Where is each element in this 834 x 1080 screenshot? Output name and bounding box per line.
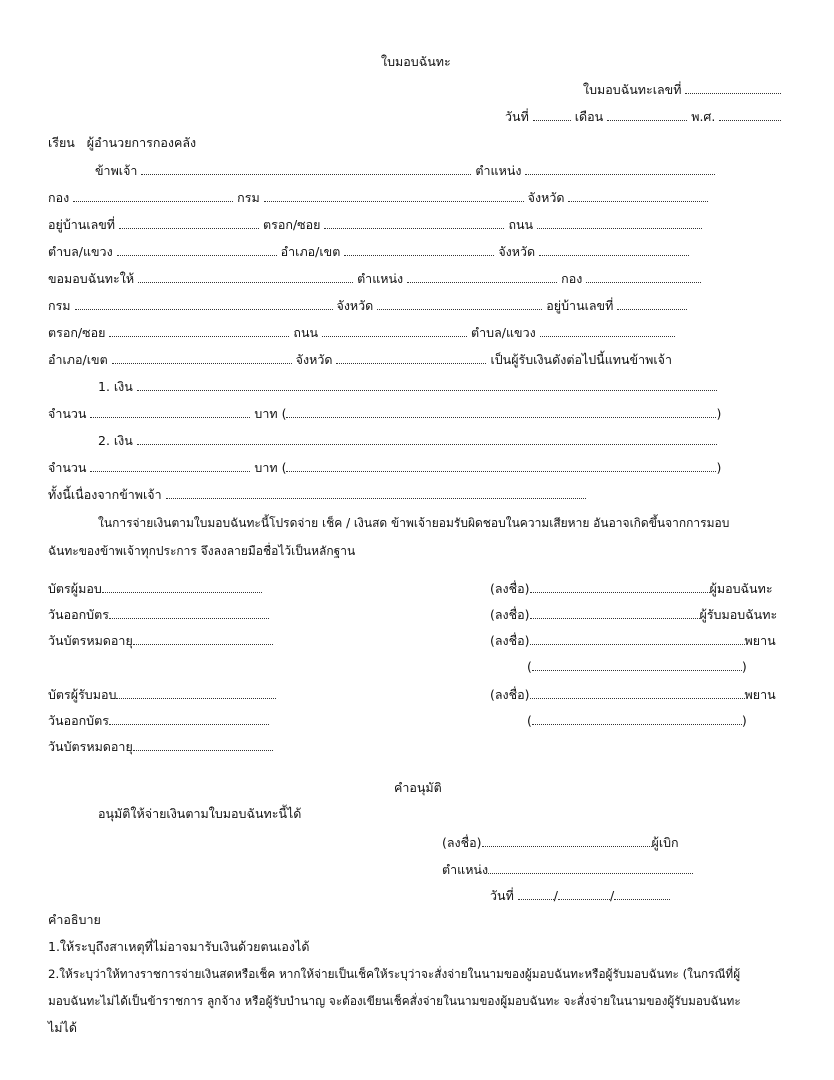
card-grantor-field[interactable] (102, 580, 262, 593)
issue-date-line (48, 606, 269, 623)
approval-year-field[interactable] (614, 887, 670, 900)
receiver-house-no-field[interactable] (617, 297, 687, 310)
receiver-division-field[interactable] (586, 270, 701, 283)
approval-sign-label: (ลงชื่อ) (442, 835, 482, 850)
grantor-lane-field[interactable] (324, 216, 504, 229)
notes-heading: คำอธิบาย (48, 912, 101, 927)
approval-heading: คำอนุมัติ (394, 780, 442, 795)
lane-label: ตรอก/ซอย (48, 325, 106, 340)
baht-label: บาท ( (254, 406, 287, 421)
date-year-field[interactable] (719, 108, 781, 121)
grantor-org-line (48, 189, 708, 206)
witness1-sign-line (490, 632, 776, 649)
receiver-position-field[interactable] (407, 270, 557, 283)
position-label: ตำแหน่ง (357, 271, 404, 286)
item1-line (98, 378, 717, 395)
road-label: ถนน (293, 325, 319, 340)
amount-label: จำนวน (48, 406, 87, 421)
witness-label: พยาน (744, 687, 776, 702)
slash: / (553, 888, 559, 903)
item2-label: 2. เงิน (98, 433, 133, 448)
approval-date-line (490, 887, 670, 904)
item1-label: 1. เงิน (98, 379, 133, 394)
slash: / (610, 888, 615, 903)
sign-label: (ลงชื่อ) (490, 581, 530, 596)
date-month-label: เดือน (574, 109, 604, 124)
issue-date2-field[interactable] (109, 712, 269, 725)
witness2-sign-line (490, 686, 776, 703)
issue-date-label: วันออกบัตร (48, 607, 109, 622)
note-2c: ไม่ได้ (48, 1020, 77, 1035)
baht-label: บาท ( (254, 460, 287, 475)
grantor-sign-line (490, 580, 773, 597)
close-paren: ) (741, 659, 747, 674)
province-label: จังหวัด (527, 190, 565, 205)
department-label: กรม (48, 298, 71, 313)
amount1-field[interactable] (90, 405, 250, 418)
close-paren: ) (716, 460, 722, 475)
payer-label: ผู้เบิก (651, 835, 679, 850)
approval-position-line (442, 861, 693, 878)
to-value: ผู้อำนวยการกองคลัง (86, 135, 197, 150)
para2: ฉันทะของข้าพเจ้าทุกประการ จึงลงลายมือชื่อไว้เป็นหลักฐาน (48, 544, 356, 558)
receiver-suffix: เป็นผู้รับเงินดังต่อไปนี้แทนข้าพเจ้า (490, 352, 672, 367)
card-receiver-field[interactable] (116, 686, 276, 699)
date-year-label: พ.ศ. (691, 109, 716, 124)
sign-label: (ลงชื่อ) (490, 687, 530, 702)
house-no-label: อยู่บ้านเลขที่ (48, 217, 116, 232)
note-1: 1.ให้ระบุถึงสาเหตุที่ไม่อาจมารับเงินด้วยตนเองได้ (48, 939, 310, 954)
receiver-line (48, 270, 701, 287)
expiry-date2-line (48, 738, 273, 755)
grantor-road-field[interactable] (537, 216, 702, 229)
i-label: ข้าพเจ้า (95, 163, 138, 178)
receiver-department-field[interactable] (75, 297, 333, 310)
form-number-field[interactable] (685, 81, 781, 94)
receiver-label: ผู้รับมอบฉันทะ (699, 607, 778, 622)
item2-line (98, 432, 717, 449)
receiver-sign-field[interactable] (530, 606, 700, 619)
reason-label: ทั้งนี้เนื่องจากข้าพเจ้า (48, 487, 162, 502)
receiver-lane-field[interactable] (109, 324, 289, 337)
receiver-subdistrict-field[interactable] (540, 324, 675, 337)
grantor-name-line (95, 162, 715, 179)
subdistrict-label: ตำบล/แขวง (48, 244, 113, 259)
witness2-name-line (527, 712, 747, 729)
issue-date2-line (48, 712, 269, 729)
subdistrict-label: ตำบล/แขวง (471, 325, 536, 340)
to-label: เรียน (48, 135, 75, 150)
card-grantor-line (48, 580, 262, 597)
receiver-address-line (48, 324, 675, 341)
grantor-label: ผู้มอบฉันทะ (709, 581, 773, 596)
item1-field[interactable] (137, 378, 717, 391)
division-label: กอง (561, 271, 583, 286)
grantor-sign-field[interactable] (530, 580, 710, 593)
receiver-district-line (48, 351, 672, 368)
note-2a: 2.ให้ระบุว่าให้ทางราชการจ่ายเงินสดหรือเช็ค หากให้จ่ายเป็นเช็คให้ระบุว่าจะสั่งจ่ายในนามของผู้มอบฉันทะหรือผู้รับมอบฉันทะ (ในกรณีที่ผู้ (48, 967, 741, 981)
open-paren: ( (527, 713, 532, 728)
grantor-province2-field[interactable] (539, 243, 689, 256)
witness1-sign-field[interactable] (530, 632, 745, 645)
receiver-sign-line (490, 606, 777, 623)
approval-sign-field[interactable] (482, 834, 652, 847)
issue-date-label: วันออกบัตร (48, 713, 109, 728)
grantor-province-field[interactable] (568, 189, 708, 202)
witness1-name-field[interactable] (532, 658, 742, 671)
witness2-name-field[interactable] (532, 712, 742, 725)
witness-label: พยาน (744, 633, 776, 648)
position-label: ตำแหน่ง (475, 163, 522, 178)
date-day-field[interactable] (533, 108, 571, 121)
road-label: ถนน (508, 217, 534, 232)
amount2-line (48, 459, 721, 476)
form-title: ใบมอบฉันทะ (381, 54, 451, 69)
department-label: กรม (237, 190, 260, 205)
amount2-field[interactable] (90, 459, 250, 472)
reason-field[interactable] (166, 486, 586, 499)
approval-date-label: วันที่ (490, 888, 514, 903)
district-label: อำเภอ/เขต (48, 352, 108, 367)
form-number-line (583, 81, 781, 98)
approval-text: อนุมัติให้จ่ายเงินตามใบมอบฉันทะนี้ได้ (98, 806, 302, 821)
grantor-position-field[interactable] (525, 162, 715, 175)
approval-day-field[interactable] (518, 887, 554, 900)
approval-month-field[interactable] (558, 887, 610, 900)
grantor-division-field[interactable] (73, 189, 233, 202)
authorize-to-label: ขอมอบฉันทะให้ (48, 271, 135, 286)
witness2-sign-field[interactable] (530, 686, 745, 699)
grantor-name-field[interactable] (141, 162, 471, 175)
note-2b: มอบฉันทะไม่ได้เป็นข้าราชการ ลูกจ้าง หรือผู้รับบำนาญ จะต้องเขียนเช็คสั่งจ่ายในนามของผู้มอบฉันทะ จะสั่งจ่ายในนามของผู้รับมอบฉันทะ (48, 994, 741, 1008)
expiry-date2-field[interactable] (133, 738, 273, 751)
expiry-date-field[interactable] (133, 632, 273, 645)
receiver-district-field[interactable] (112, 351, 292, 364)
receiver-province-field[interactable] (377, 297, 542, 310)
amount1-words-field[interactable] (286, 405, 716, 418)
division-label: กอง (48, 190, 70, 205)
province-label: จังหวัด (498, 244, 536, 259)
witness1-name-line (527, 658, 747, 675)
grantor-district-field[interactable] (344, 243, 494, 256)
receiver-name-field[interactable] (138, 270, 353, 283)
reason-line (48, 486, 586, 503)
date-month-field[interactable] (607, 108, 687, 121)
open-paren: ( (527, 659, 532, 674)
para1: ในการจ่ายเงินตามใบมอบฉันทะนี้โปรดจ่าย เช็ค / เงินสด ข้าพเจ้ายอมรับผิดชอบในความเสียหาย อันอาจเกิดขึ้นจากการมอบ (98, 516, 730, 530)
sign-label: (ลงชื่อ) (490, 607, 530, 622)
receiver-province-field2[interactable] (336, 351, 486, 364)
issue-date-field[interactable] (109, 606, 269, 619)
expiry-date-label: วันบัตรหมดอายุ (48, 739, 133, 754)
approval-sign-line (442, 834, 679, 851)
lane-label: ตรอก/ซอย (263, 217, 321, 232)
item2-field[interactable] (137, 432, 717, 445)
expiry-date-label: วันบัตรหมดอายุ (48, 633, 133, 648)
district-label: อำเภอ/เขต (280, 244, 341, 259)
grantor-subdistrict-field[interactable] (117, 243, 277, 256)
to-line (48, 135, 196, 151)
province-label: จังหวัด (295, 352, 333, 367)
grantor-address-line (48, 216, 702, 233)
card-receiver-line (48, 686, 276, 703)
date-day-label: วันที่ (505, 109, 529, 124)
grantor-district-line (48, 243, 689, 260)
approval-position-label: ตำแหน่ง (442, 862, 489, 877)
receiver-org-line (48, 297, 687, 314)
sign-label: (ลงชื่อ) (490, 633, 530, 648)
amount-label: จำนวน (48, 460, 87, 475)
province-label: จังหวัด (336, 298, 374, 313)
form-number-label: ใบมอบฉันทะเลขที่ (583, 82, 682, 97)
date-line (505, 108, 781, 125)
amount1-line (48, 405, 721, 422)
grantor-house-no-field[interactable] (119, 216, 259, 229)
close-paren: ) (716, 406, 722, 421)
card-receiver-label: บัตรผู้รับมอบ (48, 687, 117, 702)
grantor-department-field[interactable] (264, 189, 524, 202)
approval-position-field[interactable] (488, 861, 693, 874)
amount2-words-field[interactable] (286, 459, 716, 472)
close-paren: ) (741, 713, 747, 728)
receiver-road-field[interactable] (322, 324, 467, 337)
expiry-date-line (48, 632, 273, 649)
card-grantor-label: บัตรผู้มอบ (48, 581, 102, 596)
house-no-label: อยู่บ้านเลขที่ (546, 298, 614, 313)
